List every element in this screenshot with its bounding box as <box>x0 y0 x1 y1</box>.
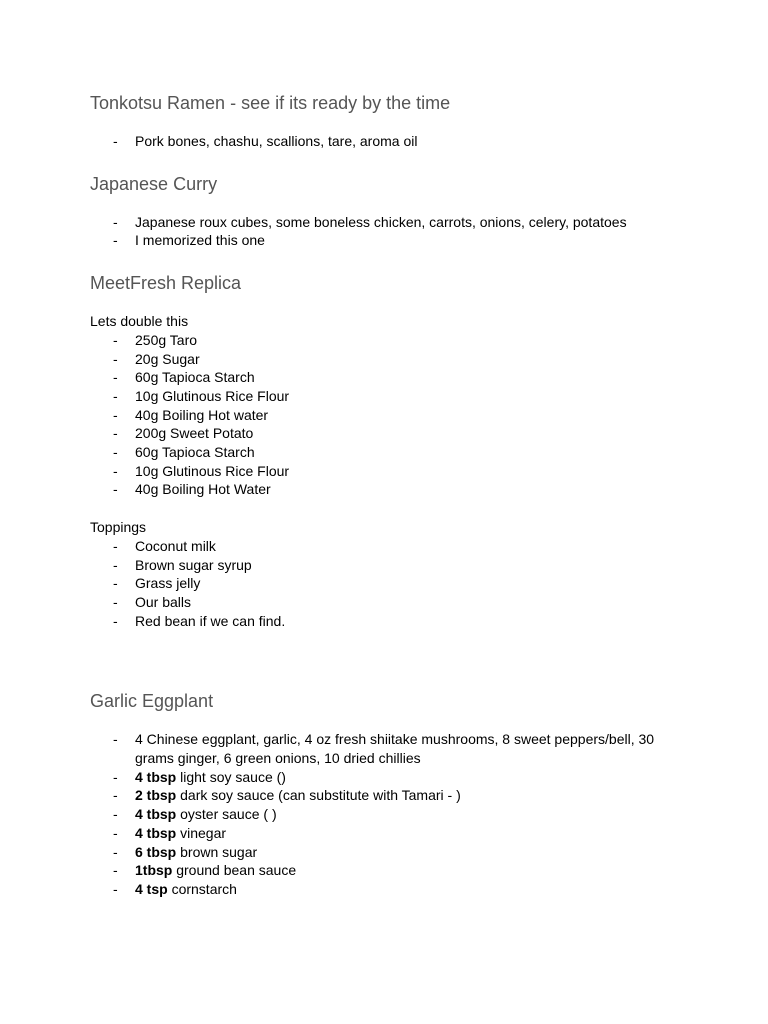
dash-bullet: - <box>113 232 118 249</box>
dash-bullet: - <box>113 824 118 841</box>
list-toppings <box>90 537 690 631</box>
quantity: 6 tbsp <box>135 843 177 860</box>
dash-bullet: - <box>113 575 118 592</box>
dash-bullet: - <box>113 768 118 785</box>
list-eggplant <box>90 730 690 898</box>
dash-bullet: - <box>113 731 118 748</box>
dash-bullet: - <box>113 843 118 860</box>
dash-bullet: - <box>113 462 118 479</box>
list-item: - 200g Sweet Potato <box>113 425 254 442</box>
dash-bullet: - <box>113 556 118 573</box>
dash-bullet: - <box>113 406 118 423</box>
quantity: 4 tbsp <box>135 768 177 785</box>
list-curry <box>90 213 690 250</box>
list-item: - Coconut milk <box>113 537 216 554</box>
dash-bullet: - <box>113 806 118 823</box>
dash-bullet: - <box>113 444 118 461</box>
list-item: - 2 tbsp dark soy sauce (can substitute with Tamari - ) <box>113 787 461 804</box>
dash-bullet: - <box>113 880 118 897</box>
list-item: - 10g Glutinous Rice Flour <box>113 462 290 479</box>
list-item: - 4 tbsp light soy sauce () <box>113 768 286 785</box>
dash-bullet: - <box>113 481 118 498</box>
list-item: - 40g Boiling Hot Water <box>113 481 271 498</box>
list-item: - 20g Sugar <box>113 350 200 367</box>
dash-bullet: - <box>113 862 118 879</box>
dash-bullet: - <box>113 369 118 386</box>
heading-tonkotsu-ramen: Tonkotsu Ramen - see if its ready by the time <box>90 93 451 113</box>
toppings-label: Toppings <box>90 519 147 536</box>
dash-bullet: - <box>113 387 118 404</box>
list-item: - 4 Chinese eggplant, garlic, 4 oz fresh shiitake mushrooms, 8 sweet peppers/bell, 30 grams ginger, 6 green onions, 10 dried chillies <box>113 731 655 767</box>
list-item: - 60g Tapioca Starch <box>113 444 255 461</box>
quantity: 4 tsp <box>135 880 168 897</box>
list-ramen <box>90 132 690 151</box>
dash-bullet: - <box>113 593 118 610</box>
heading-meetfresh-replica: MeetFresh Replica <box>90 273 242 294</box>
quantity: 1tbsp <box>135 862 173 879</box>
list-meetfresh-ingredients <box>90 331 690 499</box>
list-item: - 250g Taro <box>113 331 198 348</box>
dash-bullet: - <box>113 331 118 348</box>
list-item: - 40g Boiling Hot water <box>113 406 269 423</box>
list-item: - I memorized this one <box>113 232 265 249</box>
list-item: - Japanese roux cubes, some boneless chicken, carrots, onions, celery, potatoes <box>113 213 627 230</box>
dash-bullet: - <box>113 350 118 367</box>
list-item: - Red bean if we can find. <box>113 612 286 629</box>
dash-bullet: - <box>113 787 118 804</box>
quantity: 2 tbsp <box>135 787 177 804</box>
dash-bullet: - <box>113 612 118 629</box>
dash-bullet: - <box>113 425 118 442</box>
dash-bullet: - <box>113 537 118 554</box>
list-item: - Our balls <box>113 593 192 610</box>
list-item: - 4 tsp cornstarch <box>113 880 237 897</box>
quantity: 4 tbsp <box>135 806 177 823</box>
list-item: - 10g Glutinous Rice Flour <box>113 387 290 404</box>
document-content <box>90 90 690 899</box>
dash-bullet: - <box>113 213 118 230</box>
quantity: 4 tbsp <box>135 824 177 841</box>
heading-japanese-curry: Japanese Curry <box>90 173 218 194</box>
heading-garlic-eggplant: Garlic Eggplant <box>90 691 214 712</box>
list-item: - 4 tbsp oyster sauce ( ) <box>113 806 277 823</box>
list-item: - 60g Tapioca Starch <box>113 369 255 386</box>
meetfresh-intro: Lets double this <box>90 313 189 330</box>
dash-bullet: - <box>113 133 118 149</box>
list-item: - 1tbsp ground bean sauce <box>113 862 297 879</box>
list-item: - Brown sugar syrup <box>113 556 252 573</box>
list-item: - 4 tbsp vinegar <box>113 824 227 841</box>
list-item: - Grass jelly <box>113 575 201 592</box>
list-item: - Pork bones, chashu, scallions, tare, aroma oil <box>113 133 418 149</box>
list-item: - 6 tbsp brown sugar <box>113 843 258 860</box>
